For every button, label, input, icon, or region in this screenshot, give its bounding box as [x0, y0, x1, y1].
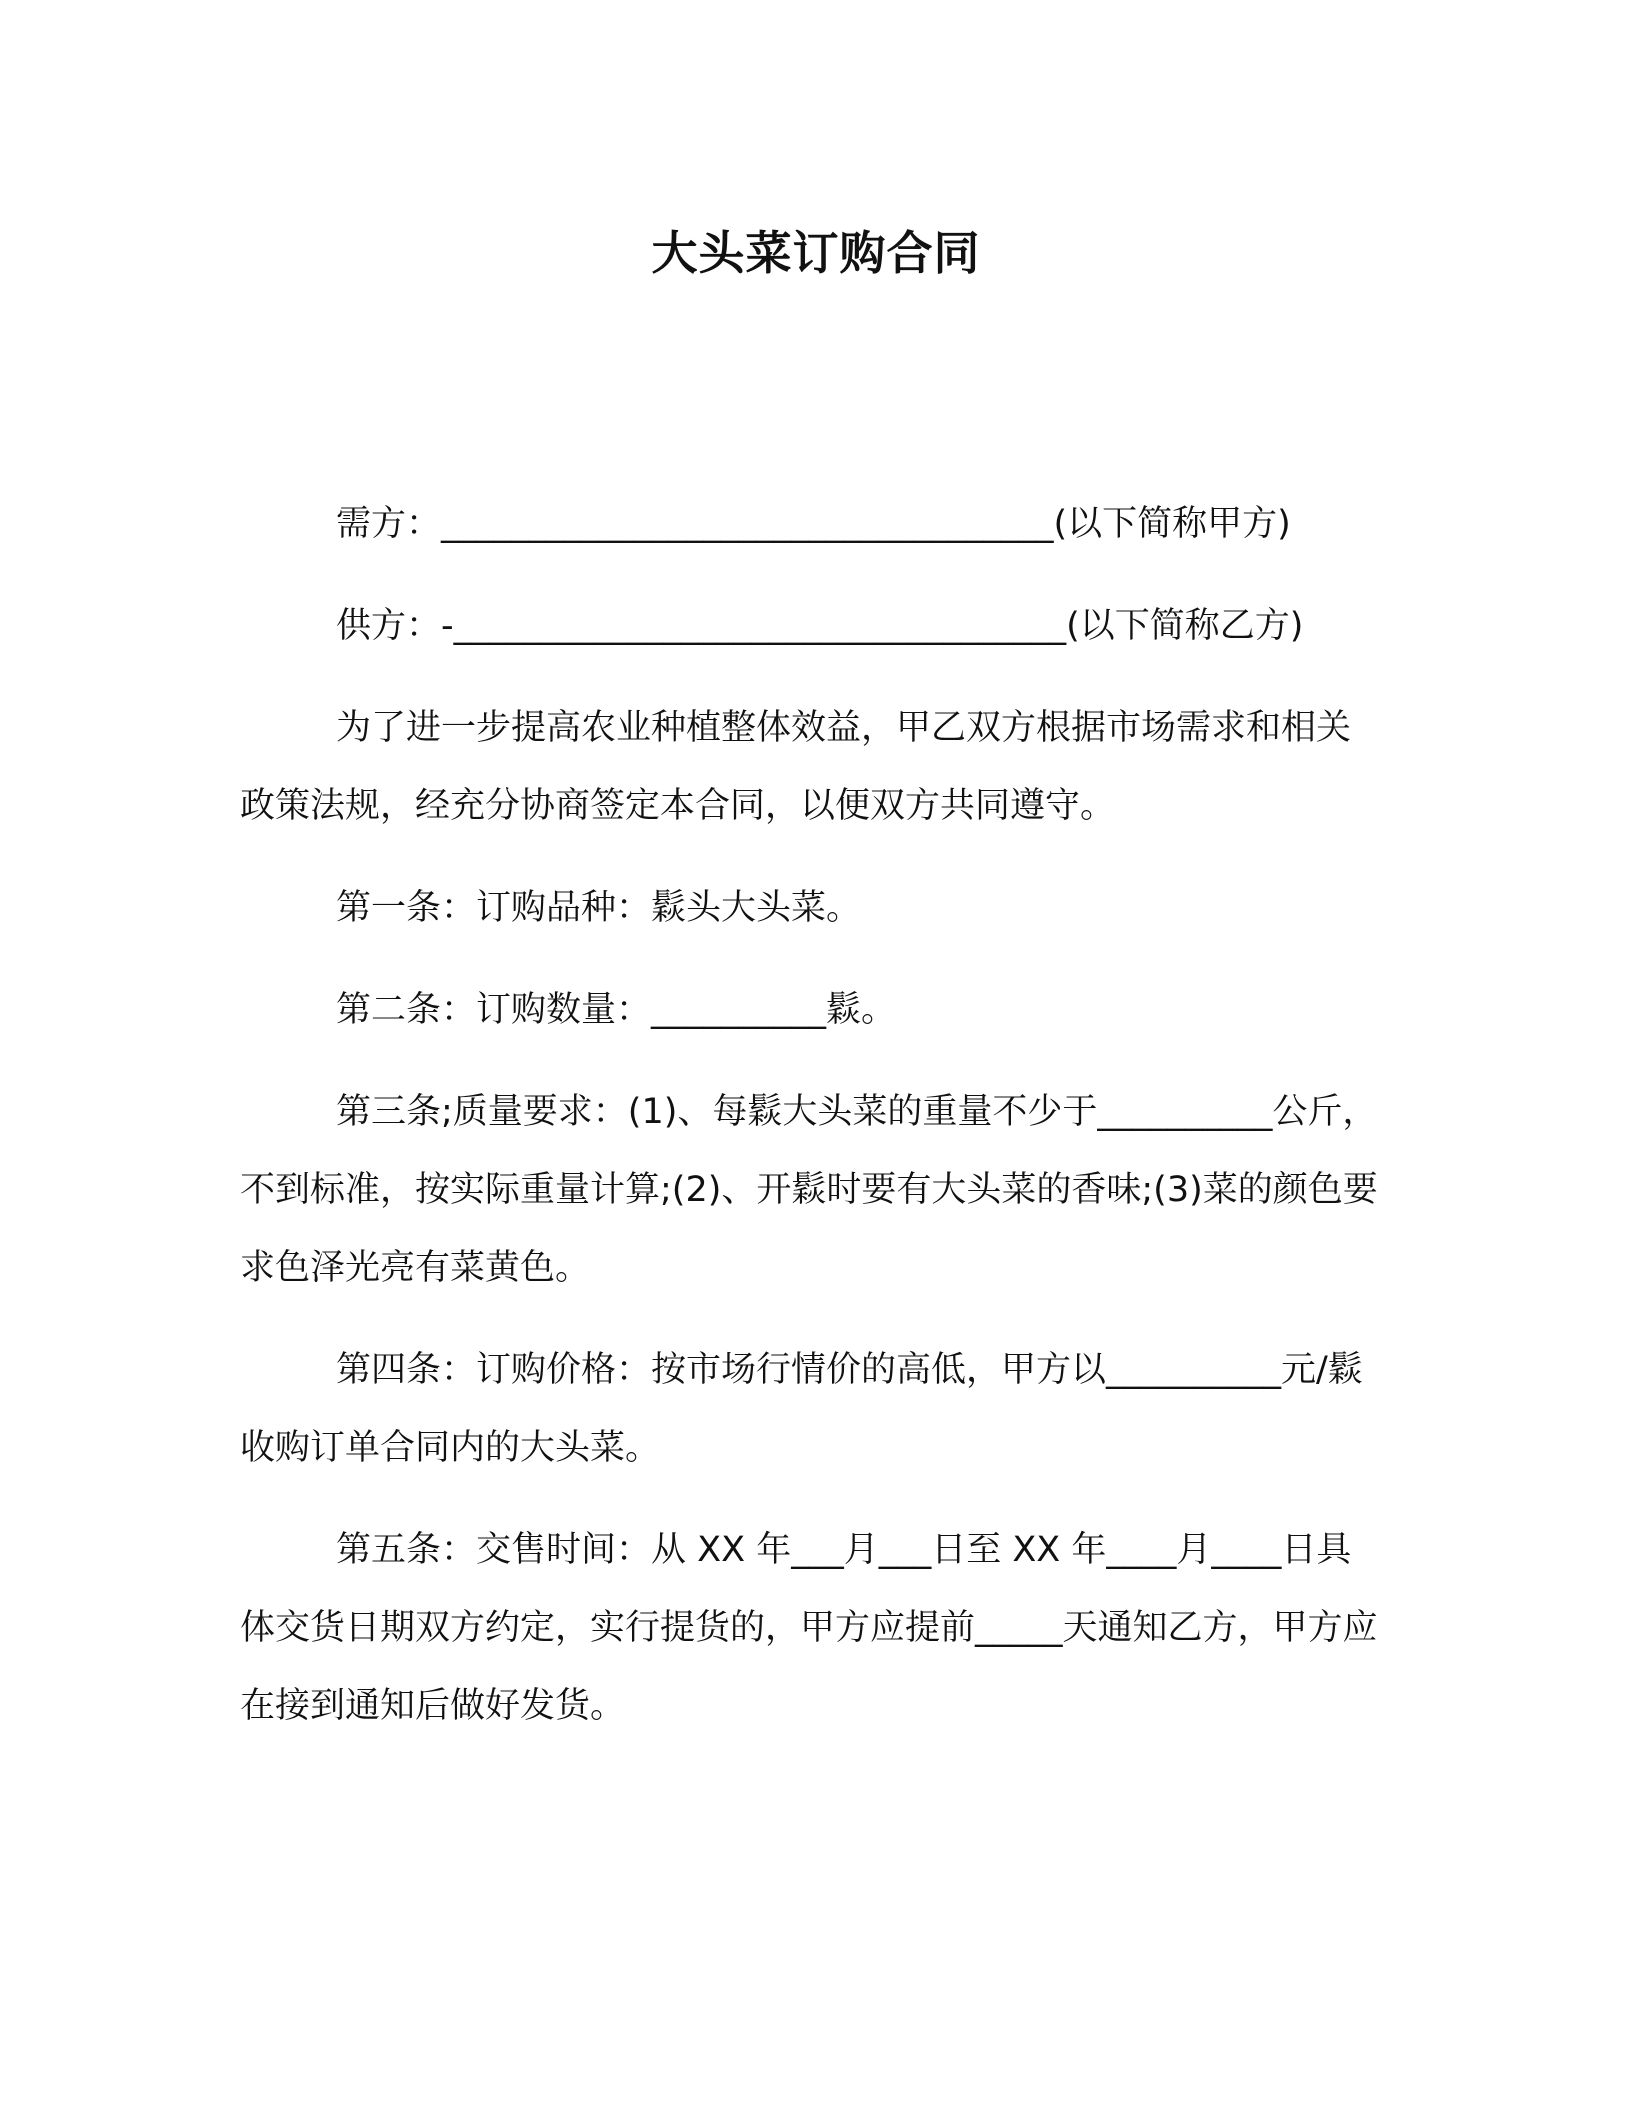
article-4-paragraph: 第四条：订购价格：按市场行情价的高低，甲方以__________元/鬏收购订单合同内的大头菜。: [240, 1350, 1363, 1468]
article-5-paragraph: 第五条：交售时间：从 XX 年___月___日至 XX 年____月____日具体交货日期双方约定，实行提货的，甲方应提前_____天通知乙方，甲方应在接到通知后做好发货。: [240, 1530, 1378, 1726]
preamble-paragraph: 为了进一步提高农业种植整体效益，甲乙双方根据市场需求和相关政策法规，经充分协商签定本合同，以便双方共同遵守。: [240, 708, 1352, 826]
party-a-paragraph: 需方：___________________________________(以下简称甲方): [336, 504, 1291, 544]
document-body: [240, 485, 1380, 1769]
article-2-paragraph: 第二条：订购数量：__________鬏。: [336, 990, 897, 1030]
document-title: 大头菜订购合同: [651, 226, 981, 280]
article-3-paragraph: 第三条;质量要求：(1)、每鬏大头菜的重量不少于__________公斤，不到标准，按实际重量计算;(2)、开鬏时要有大头菜的香味;(3)菜的颜色要求色泽光亮有菜黄色。: [240, 1092, 1378, 1288]
party-b-paragraph: 供方：-___________________________________(以下简称乙方): [336, 606, 1304, 646]
article-1-paragraph: 第一条：订购品种：鬏头大头菜。: [336, 888, 862, 928]
